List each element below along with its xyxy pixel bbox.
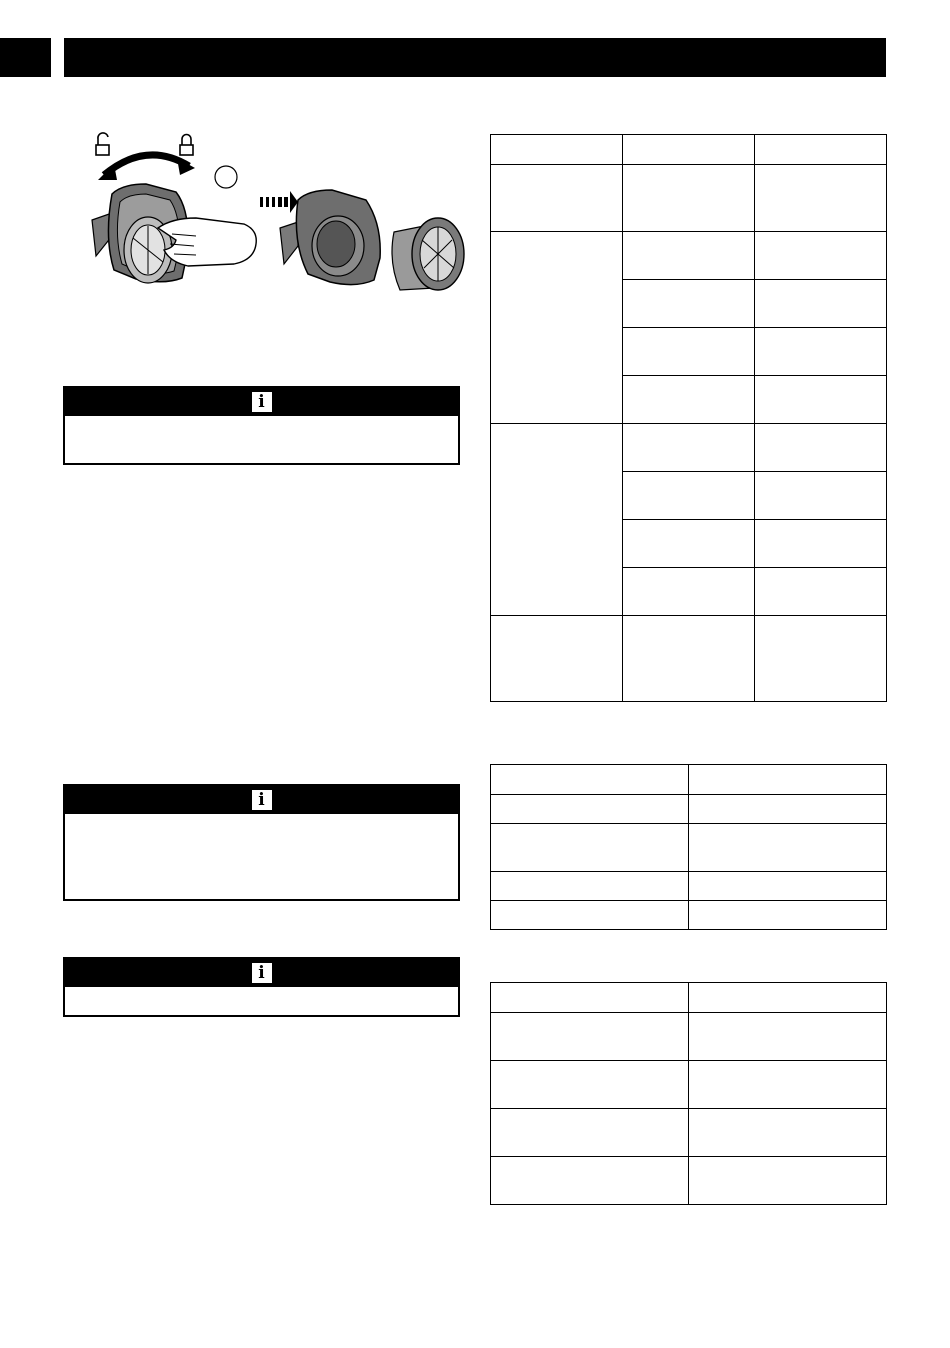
table-row — [491, 795, 887, 824]
cause-cell — [623, 616, 755, 702]
filter-removal-illustration — [84, 128, 474, 298]
info-notice-header — [65, 959, 458, 987]
info-icon: i — [252, 790, 272, 810]
info-notice-text — [65, 814, 458, 826]
spec-value-cell — [689, 1109, 887, 1157]
spec-value-cell — [689, 1013, 887, 1061]
spec-label-cell — [491, 824, 689, 872]
info-notice-1 — [63, 386, 460, 465]
solution-cell — [755, 376, 887, 424]
table-row — [491, 1013, 887, 1061]
section-header-bar — [64, 38, 886, 77]
header-cell — [689, 983, 887, 1013]
solution-cell — [755, 328, 887, 376]
page-number-tab — [0, 38, 51, 77]
info-notice-2 — [63, 784, 460, 901]
lock-icon — [180, 135, 193, 156]
problem-cell — [491, 424, 623, 616]
table-row — [491, 872, 887, 901]
spec-value-cell — [689, 795, 887, 824]
info-notice-3 — [63, 957, 460, 1017]
header-cell — [491, 135, 623, 165]
cause-cell — [623, 568, 755, 616]
solution-cell — [755, 520, 887, 568]
filter-unit — [392, 218, 464, 290]
direction-arrow-icon — [260, 191, 298, 213]
spec-label-cell — [491, 1157, 689, 1205]
table-row — [491, 1109, 887, 1157]
solution-cell — [755, 165, 887, 232]
step-marker — [215, 166, 237, 188]
troubleshooting-table — [490, 134, 887, 702]
header-cell — [491, 765, 689, 795]
solution-cell — [755, 232, 887, 280]
cause-cell — [623, 376, 755, 424]
cause-cell — [623, 472, 755, 520]
rotate-arrow-icon — [98, 155, 195, 180]
spec-table-2 — [490, 982, 887, 1205]
problem-cell — [491, 616, 623, 702]
solution-cell — [755, 424, 887, 472]
cause-cell — [623, 232, 755, 280]
cause-cell — [623, 328, 755, 376]
info-notice-text — [65, 987, 458, 999]
table-row — [491, 165, 887, 232]
table-row — [491, 616, 887, 702]
spec-value-cell — [689, 901, 887, 930]
solution-cell — [755, 568, 887, 616]
cause-cell — [623, 280, 755, 328]
table-row — [491, 424, 887, 472]
header-cell — [755, 135, 887, 165]
spec-value-cell — [689, 1157, 887, 1205]
spec-label-cell — [491, 1013, 689, 1061]
spec-value-cell — [689, 824, 887, 872]
problem-cell — [491, 165, 623, 232]
spec-label-cell — [491, 872, 689, 901]
header-cell — [491, 983, 689, 1013]
spec-table-1 — [490, 764, 887, 930]
table-row — [491, 232, 887, 280]
info-notice-header — [65, 786, 458, 814]
table-header-row — [491, 135, 887, 165]
cause-cell — [623, 520, 755, 568]
spec-value-cell — [689, 1061, 887, 1109]
info-icon: i — [252, 963, 272, 983]
solution-cell — [755, 616, 887, 702]
problem-cell — [491, 232, 623, 424]
table-header-row — [491, 765, 887, 795]
header-cell — [623, 135, 755, 165]
info-notice-header — [65, 388, 458, 416]
spec-label-cell — [491, 901, 689, 930]
spec-label-cell — [491, 795, 689, 824]
unlock-icon — [96, 133, 109, 155]
info-icon: i — [252, 392, 272, 412]
header-cell — [689, 765, 887, 795]
info-notice-text — [65, 416, 458, 428]
spec-label-cell — [491, 1109, 689, 1157]
spec-label-cell — [491, 1061, 689, 1109]
cause-cell — [623, 165, 755, 232]
table-row — [491, 1061, 887, 1109]
spec-value-cell — [689, 872, 887, 901]
table-row — [491, 901, 887, 930]
solution-cell — [755, 280, 887, 328]
solution-cell — [755, 472, 887, 520]
cause-cell — [623, 424, 755, 472]
table-row — [491, 1157, 887, 1205]
table-header-row — [491, 983, 887, 1013]
table-row — [491, 824, 887, 872]
